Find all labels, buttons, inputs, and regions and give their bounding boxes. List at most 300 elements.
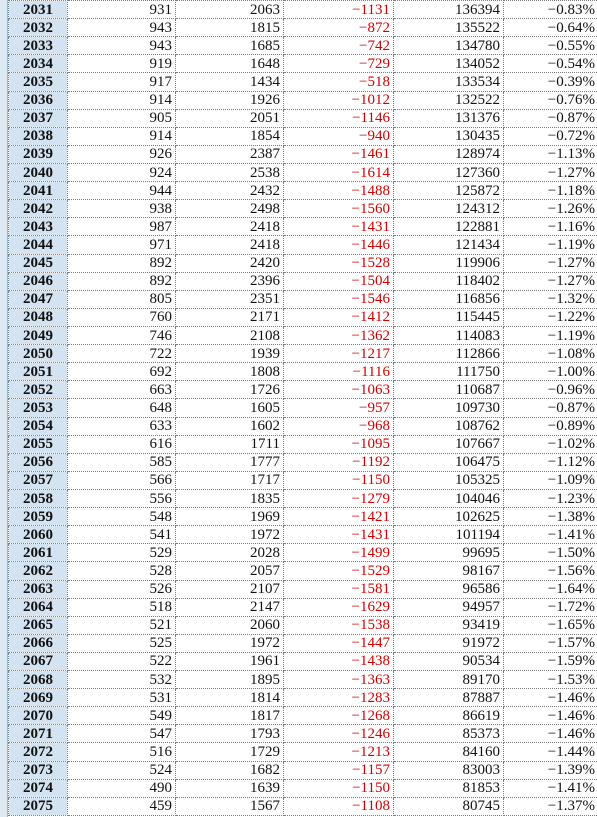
deaths-cell[interactable]: 2351 bbox=[176, 290, 284, 308]
rate-cell[interactable]: −0.96% bbox=[504, 381, 597, 399]
population-cell[interactable]: 96586 bbox=[394, 580, 504, 598]
year-cell[interactable]: 2042 bbox=[9, 200, 68, 218]
year-cell[interactable]: 2035 bbox=[9, 73, 68, 91]
year-cell[interactable]: 2074 bbox=[9, 779, 68, 797]
change-cell[interactable]: −1546 bbox=[284, 290, 394, 308]
population-cell[interactable]: 112866 bbox=[394, 345, 504, 363]
rate-cell[interactable]: −1.00% bbox=[504, 363, 597, 381]
year-cell[interactable]: 2037 bbox=[9, 109, 68, 127]
year-cell[interactable]: 2059 bbox=[9, 508, 68, 526]
rate-cell[interactable]: −1.32% bbox=[504, 290, 597, 308]
births-cell[interactable]: 516 bbox=[68, 743, 176, 761]
deaths-cell[interactable]: 2498 bbox=[176, 200, 284, 218]
year-cell[interactable]: 2070 bbox=[9, 707, 68, 725]
deaths-cell[interactable]: 1793 bbox=[176, 725, 284, 743]
change-cell[interactable]: −1529 bbox=[284, 562, 394, 580]
change-cell[interactable]: −1412 bbox=[284, 308, 394, 326]
deaths-cell[interactable]: 2432 bbox=[176, 182, 284, 200]
year-cell[interactable]: 2034 bbox=[9, 55, 68, 73]
population-cell[interactable]: 108762 bbox=[394, 417, 504, 435]
population-cell[interactable]: 89170 bbox=[394, 671, 504, 689]
rate-cell[interactable]: −1.56% bbox=[504, 562, 597, 580]
births-cell[interactable]: 548 bbox=[68, 508, 176, 526]
change-cell[interactable]: −1528 bbox=[284, 254, 394, 272]
births-cell[interactable]: 926 bbox=[68, 145, 176, 163]
population-cell[interactable]: 122881 bbox=[394, 218, 504, 236]
population-cell[interactable]: 133534 bbox=[394, 73, 504, 91]
change-cell[interactable]: −518 bbox=[284, 73, 394, 91]
table-row bbox=[9, 218, 597, 236]
rate-cell[interactable]: −1.09% bbox=[504, 471, 597, 489]
year-cell[interactable]: 2038 bbox=[9, 127, 68, 145]
year-cell[interactable]: 2032 bbox=[9, 19, 68, 37]
change-cell[interactable]: −1438 bbox=[284, 652, 394, 670]
births-cell[interactable]: 760 bbox=[68, 308, 176, 326]
year-cell[interactable]: 2065 bbox=[9, 616, 68, 634]
year-cell[interactable]: 2039 bbox=[9, 145, 68, 163]
deaths-cell[interactable]: 2538 bbox=[176, 163, 284, 181]
births-cell[interactable]: 943 bbox=[68, 19, 176, 37]
change-cell[interactable]: −1063 bbox=[284, 381, 394, 399]
births-cell[interactable]: 547 bbox=[68, 725, 176, 743]
population-cell[interactable]: 86619 bbox=[394, 707, 504, 725]
births-cell[interactable]: 892 bbox=[68, 254, 176, 272]
year-cell[interactable]: 2041 bbox=[9, 182, 68, 200]
births-cell[interactable]: 528 bbox=[68, 562, 176, 580]
year-cell[interactable]: 2061 bbox=[9, 544, 68, 562]
rate-cell[interactable]: −1.26% bbox=[504, 200, 597, 218]
table-row bbox=[9, 399, 597, 417]
births-cell[interactable]: 944 bbox=[68, 182, 176, 200]
deaths-cell[interactable]: 2063 bbox=[176, 1, 284, 19]
population-cell[interactable]: 80745 bbox=[394, 797, 504, 815]
year-cell[interactable]: 2064 bbox=[9, 598, 68, 616]
births-cell[interactable]: 648 bbox=[68, 399, 176, 417]
population-cell[interactable]: 98167 bbox=[394, 562, 504, 580]
deaths-cell[interactable]: 1729 bbox=[176, 743, 284, 761]
population-cell[interactable]: 124312 bbox=[394, 200, 504, 218]
births-cell[interactable]: 924 bbox=[68, 163, 176, 181]
births-cell[interactable]: 531 bbox=[68, 689, 176, 707]
births-cell[interactable]: 919 bbox=[68, 55, 176, 73]
deaths-cell[interactable]: 2057 bbox=[176, 562, 284, 580]
deaths-cell[interactable]: 2028 bbox=[176, 544, 284, 562]
change-cell[interactable]: −1131 bbox=[284, 1, 394, 19]
rate-cell[interactable]: −1.16% bbox=[504, 218, 597, 236]
table-row bbox=[9, 37, 597, 55]
rate-cell[interactable]: −0.83% bbox=[504, 1, 597, 19]
table-row bbox=[9, 363, 597, 381]
table-row bbox=[9, 290, 597, 308]
deaths-cell[interactable]: 1717 bbox=[176, 471, 284, 489]
rate-cell[interactable]: −1.65% bbox=[504, 616, 597, 634]
rate-cell[interactable]: −0.39% bbox=[504, 73, 597, 91]
rate-cell[interactable]: −1.19% bbox=[504, 236, 597, 254]
year-cell[interactable]: 2054 bbox=[9, 417, 68, 435]
deaths-cell[interactable]: 1682 bbox=[176, 761, 284, 779]
year-cell[interactable]: 2056 bbox=[9, 453, 68, 471]
births-cell[interactable]: 518 bbox=[68, 598, 176, 616]
year-cell[interactable]: 2068 bbox=[9, 671, 68, 689]
table-row bbox=[9, 163, 597, 181]
deaths-cell[interactable]: 1685 bbox=[176, 37, 284, 55]
year-cell[interactable]: 2072 bbox=[9, 743, 68, 761]
population-cell[interactable]: 109730 bbox=[394, 399, 504, 417]
change-cell[interactable]: −957 bbox=[284, 399, 394, 417]
population-cell[interactable]: 127360 bbox=[394, 163, 504, 181]
year-cell[interactable]: 2047 bbox=[9, 290, 68, 308]
population-cell[interactable]: 115445 bbox=[394, 308, 504, 326]
year-cell[interactable]: 2067 bbox=[9, 652, 68, 670]
change-cell[interactable]: −1095 bbox=[284, 435, 394, 453]
rate-cell[interactable]: −1.46% bbox=[504, 689, 597, 707]
population-cell[interactable]: 121434 bbox=[394, 236, 504, 254]
deaths-cell[interactable]: 1835 bbox=[176, 489, 284, 507]
births-cell[interactable]: 490 bbox=[68, 779, 176, 797]
rate-cell[interactable]: −1.41% bbox=[504, 526, 597, 544]
deaths-cell[interactable]: 1726 bbox=[176, 381, 284, 399]
population-cell[interactable]: 110687 bbox=[394, 381, 504, 399]
change-cell[interactable]: −1362 bbox=[284, 326, 394, 344]
population-cell[interactable]: 132522 bbox=[394, 91, 504, 109]
population-cell[interactable]: 83003 bbox=[394, 761, 504, 779]
change-cell[interactable]: −1268 bbox=[284, 707, 394, 725]
population-cell[interactable]: 102625 bbox=[394, 508, 504, 526]
deaths-cell[interactable]: 2171 bbox=[176, 308, 284, 326]
year-cell[interactable]: 2050 bbox=[9, 345, 68, 363]
change-cell[interactable]: −1447 bbox=[284, 634, 394, 652]
population-cell[interactable]: 111750 bbox=[394, 363, 504, 381]
year-cell[interactable]: 2055 bbox=[9, 435, 68, 453]
rate-cell[interactable]: −1.23% bbox=[504, 489, 597, 507]
table-row bbox=[9, 797, 597, 815]
table-row bbox=[9, 345, 597, 363]
births-cell[interactable]: 556 bbox=[68, 489, 176, 507]
change-cell[interactable]: −1192 bbox=[284, 453, 394, 471]
table-row bbox=[9, 580, 597, 598]
population-cell[interactable]: 94957 bbox=[394, 598, 504, 616]
population-cell[interactable]: 114083 bbox=[394, 326, 504, 344]
change-cell[interactable]: −1157 bbox=[284, 761, 394, 779]
rate-cell[interactable]: −0.55% bbox=[504, 37, 597, 55]
year-cell[interactable]: 2060 bbox=[9, 526, 68, 544]
rate-cell[interactable]: −1.37% bbox=[504, 797, 597, 815]
year-cell[interactable]: 2040 bbox=[9, 163, 68, 181]
year-cell[interactable]: 2049 bbox=[9, 326, 68, 344]
change-cell[interactable]: −1421 bbox=[284, 508, 394, 526]
year-cell[interactable]: 2036 bbox=[9, 91, 68, 109]
rate-cell[interactable]: −1.53% bbox=[504, 671, 597, 689]
births-cell[interactable]: 746 bbox=[68, 326, 176, 344]
population-cell[interactable]: 81853 bbox=[394, 779, 504, 797]
change-cell[interactable]: −1116 bbox=[284, 363, 394, 381]
rate-cell[interactable]: −0.54% bbox=[504, 55, 597, 73]
population-cell[interactable]: 93419 bbox=[394, 616, 504, 634]
rate-cell[interactable]: −1.39% bbox=[504, 761, 597, 779]
year-cell[interactable]: 2048 bbox=[9, 308, 68, 326]
rate-cell[interactable]: −1.08% bbox=[504, 345, 597, 363]
deaths-cell[interactable]: 2060 bbox=[176, 616, 284, 634]
deaths-cell[interactable]: 1854 bbox=[176, 127, 284, 145]
births-cell[interactable]: 914 bbox=[68, 91, 176, 109]
year-cell[interactable]: 2053 bbox=[9, 399, 68, 417]
deaths-cell[interactable]: 1648 bbox=[176, 55, 284, 73]
births-cell[interactable]: 525 bbox=[68, 634, 176, 652]
table-row bbox=[9, 598, 597, 616]
deaths-cell[interactable]: 1711 bbox=[176, 435, 284, 453]
year-cell[interactable]: 2075 bbox=[9, 797, 68, 815]
population-cell[interactable]: 134780 bbox=[394, 37, 504, 55]
deaths-cell[interactable]: 1817 bbox=[176, 707, 284, 725]
rate-cell[interactable]: −1.27% bbox=[504, 254, 597, 272]
births-cell[interactable]: 938 bbox=[68, 200, 176, 218]
rate-cell[interactable]: −0.87% bbox=[504, 109, 597, 127]
year-cell[interactable]: 2031 bbox=[9, 1, 68, 19]
change-cell[interactable]: −1581 bbox=[284, 580, 394, 598]
table-row bbox=[9, 272, 597, 290]
table-row bbox=[9, 19, 597, 37]
change-cell[interactable]: −1217 bbox=[284, 345, 394, 363]
population-cell[interactable]: 105325 bbox=[394, 471, 504, 489]
change-cell[interactable]: −1012 bbox=[284, 91, 394, 109]
deaths-cell[interactable]: 1895 bbox=[176, 671, 284, 689]
population-cell[interactable]: 106475 bbox=[394, 453, 504, 471]
year-cell[interactable]: 2073 bbox=[9, 761, 68, 779]
rate-cell[interactable]: −1.27% bbox=[504, 272, 597, 290]
population-cell[interactable]: 104046 bbox=[394, 489, 504, 507]
births-cell[interactable]: 549 bbox=[68, 707, 176, 725]
rate-cell[interactable]: −1.13% bbox=[504, 145, 597, 163]
births-cell[interactable]: 633 bbox=[68, 417, 176, 435]
table-row bbox=[9, 182, 597, 200]
rate-cell[interactable]: −1.46% bbox=[504, 725, 597, 743]
change-cell[interactable]: −1363 bbox=[284, 671, 394, 689]
births-cell[interactable]: 616 bbox=[68, 435, 176, 453]
births-cell[interactable]: 522 bbox=[68, 652, 176, 670]
year-cell[interactable]: 2063 bbox=[9, 580, 68, 598]
population-cell[interactable]: 130435 bbox=[394, 127, 504, 145]
deaths-cell[interactable]: 1972 bbox=[176, 526, 284, 544]
change-cell[interactable]: −940 bbox=[284, 127, 394, 145]
deaths-cell[interactable]: 1777 bbox=[176, 453, 284, 471]
rate-cell[interactable]: −1.41% bbox=[504, 779, 597, 797]
change-cell[interactable]: −1150 bbox=[284, 779, 394, 797]
rate-cell[interactable]: −1.46% bbox=[504, 707, 597, 725]
change-cell[interactable]: −872 bbox=[284, 19, 394, 37]
births-cell[interactable]: 987 bbox=[68, 218, 176, 236]
deaths-cell[interactable]: 2107 bbox=[176, 580, 284, 598]
change-cell[interactable]: −1488 bbox=[284, 182, 394, 200]
population-cell[interactable]: 91972 bbox=[394, 634, 504, 652]
table-row bbox=[9, 508, 597, 526]
population-cell[interactable]: 128974 bbox=[394, 145, 504, 163]
deaths-cell[interactable]: 1972 bbox=[176, 634, 284, 652]
change-cell[interactable]: −1108 bbox=[284, 797, 394, 815]
year-cell[interactable]: 2045 bbox=[9, 254, 68, 272]
population-cell[interactable]: 134052 bbox=[394, 55, 504, 73]
change-cell[interactable]: −1146 bbox=[284, 109, 394, 127]
population-cell[interactable]: 87887 bbox=[394, 689, 504, 707]
rate-cell[interactable]: −1.72% bbox=[504, 598, 597, 616]
change-cell[interactable]: −1246 bbox=[284, 725, 394, 743]
births-cell[interactable]: 541 bbox=[68, 526, 176, 544]
deaths-cell[interactable]: 2396 bbox=[176, 272, 284, 290]
table-row bbox=[9, 634, 597, 652]
births-cell[interactable]: 459 bbox=[68, 797, 176, 815]
births-cell[interactable]: 524 bbox=[68, 761, 176, 779]
deaths-cell[interactable]: 1969 bbox=[176, 508, 284, 526]
year-cell[interactable]: 2069 bbox=[9, 689, 68, 707]
births-cell[interactable]: 521 bbox=[68, 616, 176, 634]
rate-cell[interactable]: −1.57% bbox=[504, 634, 597, 652]
rate-cell[interactable]: −1.27% bbox=[504, 163, 597, 181]
population-cell[interactable]: 131376 bbox=[394, 109, 504, 127]
rate-cell[interactable]: −1.38% bbox=[504, 508, 597, 526]
births-cell[interactable]: 943 bbox=[68, 37, 176, 55]
births-cell[interactable]: 526 bbox=[68, 580, 176, 598]
table-row bbox=[9, 526, 597, 544]
population-cell[interactable]: 136394 bbox=[394, 1, 504, 19]
change-cell[interactable]: −729 bbox=[284, 55, 394, 73]
data-table bbox=[8, 0, 597, 816]
births-cell[interactable]: 529 bbox=[68, 544, 176, 562]
births-cell[interactable]: 532 bbox=[68, 671, 176, 689]
population-cell[interactable]: 116856 bbox=[394, 290, 504, 308]
change-cell[interactable]: −1504 bbox=[284, 272, 394, 290]
population-cell[interactable]: 135522 bbox=[394, 19, 504, 37]
births-cell[interactable]: 722 bbox=[68, 345, 176, 363]
year-cell[interactable]: 2057 bbox=[9, 471, 68, 489]
births-cell[interactable]: 805 bbox=[68, 290, 176, 308]
table-row bbox=[9, 73, 597, 91]
year-cell[interactable]: 2046 bbox=[9, 272, 68, 290]
births-cell[interactable]: 566 bbox=[68, 471, 176, 489]
population-cell[interactable]: 119906 bbox=[394, 254, 504, 272]
deaths-cell[interactable]: 1926 bbox=[176, 91, 284, 109]
deaths-cell[interactable]: 1808 bbox=[176, 363, 284, 381]
deaths-cell[interactable]: 2420 bbox=[176, 254, 284, 272]
table-row bbox=[9, 145, 597, 163]
change-cell[interactable]: −1461 bbox=[284, 145, 394, 163]
population-cell[interactable]: 84160 bbox=[394, 743, 504, 761]
change-cell[interactable]: −1614 bbox=[284, 163, 394, 181]
population-cell[interactable]: 107667 bbox=[394, 435, 504, 453]
table-row bbox=[9, 236, 597, 254]
births-cell[interactable]: 905 bbox=[68, 109, 176, 127]
table-row bbox=[9, 1, 597, 19]
change-cell[interactable]: −1213 bbox=[284, 743, 394, 761]
row-header-strip[interactable] bbox=[0, 0, 8, 817]
change-cell[interactable]: −1538 bbox=[284, 616, 394, 634]
rate-cell[interactable]: −0.89% bbox=[504, 417, 597, 435]
rate-cell[interactable]: −1.19% bbox=[504, 326, 597, 344]
table-row bbox=[9, 109, 597, 127]
change-cell[interactable]: −1279 bbox=[284, 489, 394, 507]
population-cell[interactable]: 125872 bbox=[394, 182, 504, 200]
deaths-cell[interactable]: 1639 bbox=[176, 779, 284, 797]
year-cell[interactable]: 2043 bbox=[9, 218, 68, 236]
rate-cell[interactable]: −1.18% bbox=[504, 182, 597, 200]
change-cell[interactable]: −1629 bbox=[284, 598, 394, 616]
year-cell[interactable]: 2062 bbox=[9, 562, 68, 580]
deaths-cell[interactable]: 2051 bbox=[176, 109, 284, 127]
change-cell[interactable]: −1431 bbox=[284, 218, 394, 236]
rate-cell[interactable]: −1.12% bbox=[504, 453, 597, 471]
deaths-cell[interactable]: 1434 bbox=[176, 73, 284, 91]
population-cell[interactable]: 90534 bbox=[394, 652, 504, 670]
deaths-cell[interactable]: 2108 bbox=[176, 326, 284, 344]
rate-cell[interactable]: −0.64% bbox=[504, 19, 597, 37]
rate-cell[interactable]: −0.72% bbox=[504, 127, 597, 145]
births-cell[interactable]: 663 bbox=[68, 381, 176, 399]
population-cell[interactable]: 118402 bbox=[394, 272, 504, 290]
year-cell[interactable]: 2058 bbox=[9, 489, 68, 507]
births-cell[interactable]: 917 bbox=[68, 73, 176, 91]
deaths-cell[interactable]: 1605 bbox=[176, 399, 284, 417]
deaths-cell[interactable]: 2147 bbox=[176, 598, 284, 616]
year-cell[interactable]: 2066 bbox=[9, 634, 68, 652]
year-cell[interactable]: 2033 bbox=[9, 37, 68, 55]
rate-cell[interactable]: −0.87% bbox=[504, 399, 597, 417]
deaths-cell[interactable]: 2387 bbox=[176, 145, 284, 163]
rate-cell[interactable]: −1.64% bbox=[504, 580, 597, 598]
rate-cell[interactable]: −1.59% bbox=[504, 652, 597, 670]
births-cell[interactable]: 585 bbox=[68, 453, 176, 471]
change-cell[interactable]: −1431 bbox=[284, 526, 394, 544]
change-cell[interactable]: −1283 bbox=[284, 689, 394, 707]
change-cell[interactable]: −1560 bbox=[284, 200, 394, 218]
table-row bbox=[9, 471, 597, 489]
rate-cell[interactable]: −1.44% bbox=[504, 743, 597, 761]
births-cell[interactable]: 914 bbox=[68, 127, 176, 145]
population-cell[interactable]: 85373 bbox=[394, 725, 504, 743]
deaths-cell[interactable]: 2418 bbox=[176, 236, 284, 254]
births-cell[interactable]: 931 bbox=[68, 1, 176, 19]
change-cell[interactable]: −1446 bbox=[284, 236, 394, 254]
table-row bbox=[9, 544, 597, 562]
table-row bbox=[9, 779, 597, 797]
change-cell[interactable]: −1150 bbox=[284, 471, 394, 489]
rate-cell[interactable]: −1.02% bbox=[504, 435, 597, 453]
deaths-cell[interactable]: 2418 bbox=[176, 218, 284, 236]
table-row bbox=[9, 381, 597, 399]
population-cell[interactable]: 99695 bbox=[394, 544, 504, 562]
year-cell[interactable]: 2051 bbox=[9, 363, 68, 381]
table-row bbox=[9, 326, 597, 344]
table-row bbox=[9, 200, 597, 218]
rate-cell[interactable]: −1.50% bbox=[504, 544, 597, 562]
births-cell[interactable]: 971 bbox=[68, 236, 176, 254]
year-cell[interactable]: 2052 bbox=[9, 381, 68, 399]
population-cell[interactable]: 101194 bbox=[394, 526, 504, 544]
year-cell[interactable]: 2044 bbox=[9, 236, 68, 254]
deaths-cell[interactable]: 1939 bbox=[176, 345, 284, 363]
table-row bbox=[9, 616, 597, 634]
year-cell[interactable]: 2071 bbox=[9, 725, 68, 743]
births-cell[interactable]: 692 bbox=[68, 363, 176, 381]
rate-cell[interactable]: −0.76% bbox=[504, 91, 597, 109]
deaths-cell[interactable]: 1567 bbox=[176, 797, 284, 815]
births-cell[interactable]: 892 bbox=[68, 272, 176, 290]
change-cell[interactable]: −742 bbox=[284, 37, 394, 55]
deaths-cell[interactable]: 1602 bbox=[176, 417, 284, 435]
deaths-cell[interactable]: 1961 bbox=[176, 652, 284, 670]
deaths-cell[interactable]: 1815 bbox=[176, 19, 284, 37]
change-cell[interactable]: −968 bbox=[284, 417, 394, 435]
change-cell[interactable]: −1499 bbox=[284, 544, 394, 562]
deaths-cell[interactable]: 1814 bbox=[176, 689, 284, 707]
rate-cell[interactable]: −1.22% bbox=[504, 308, 597, 326]
